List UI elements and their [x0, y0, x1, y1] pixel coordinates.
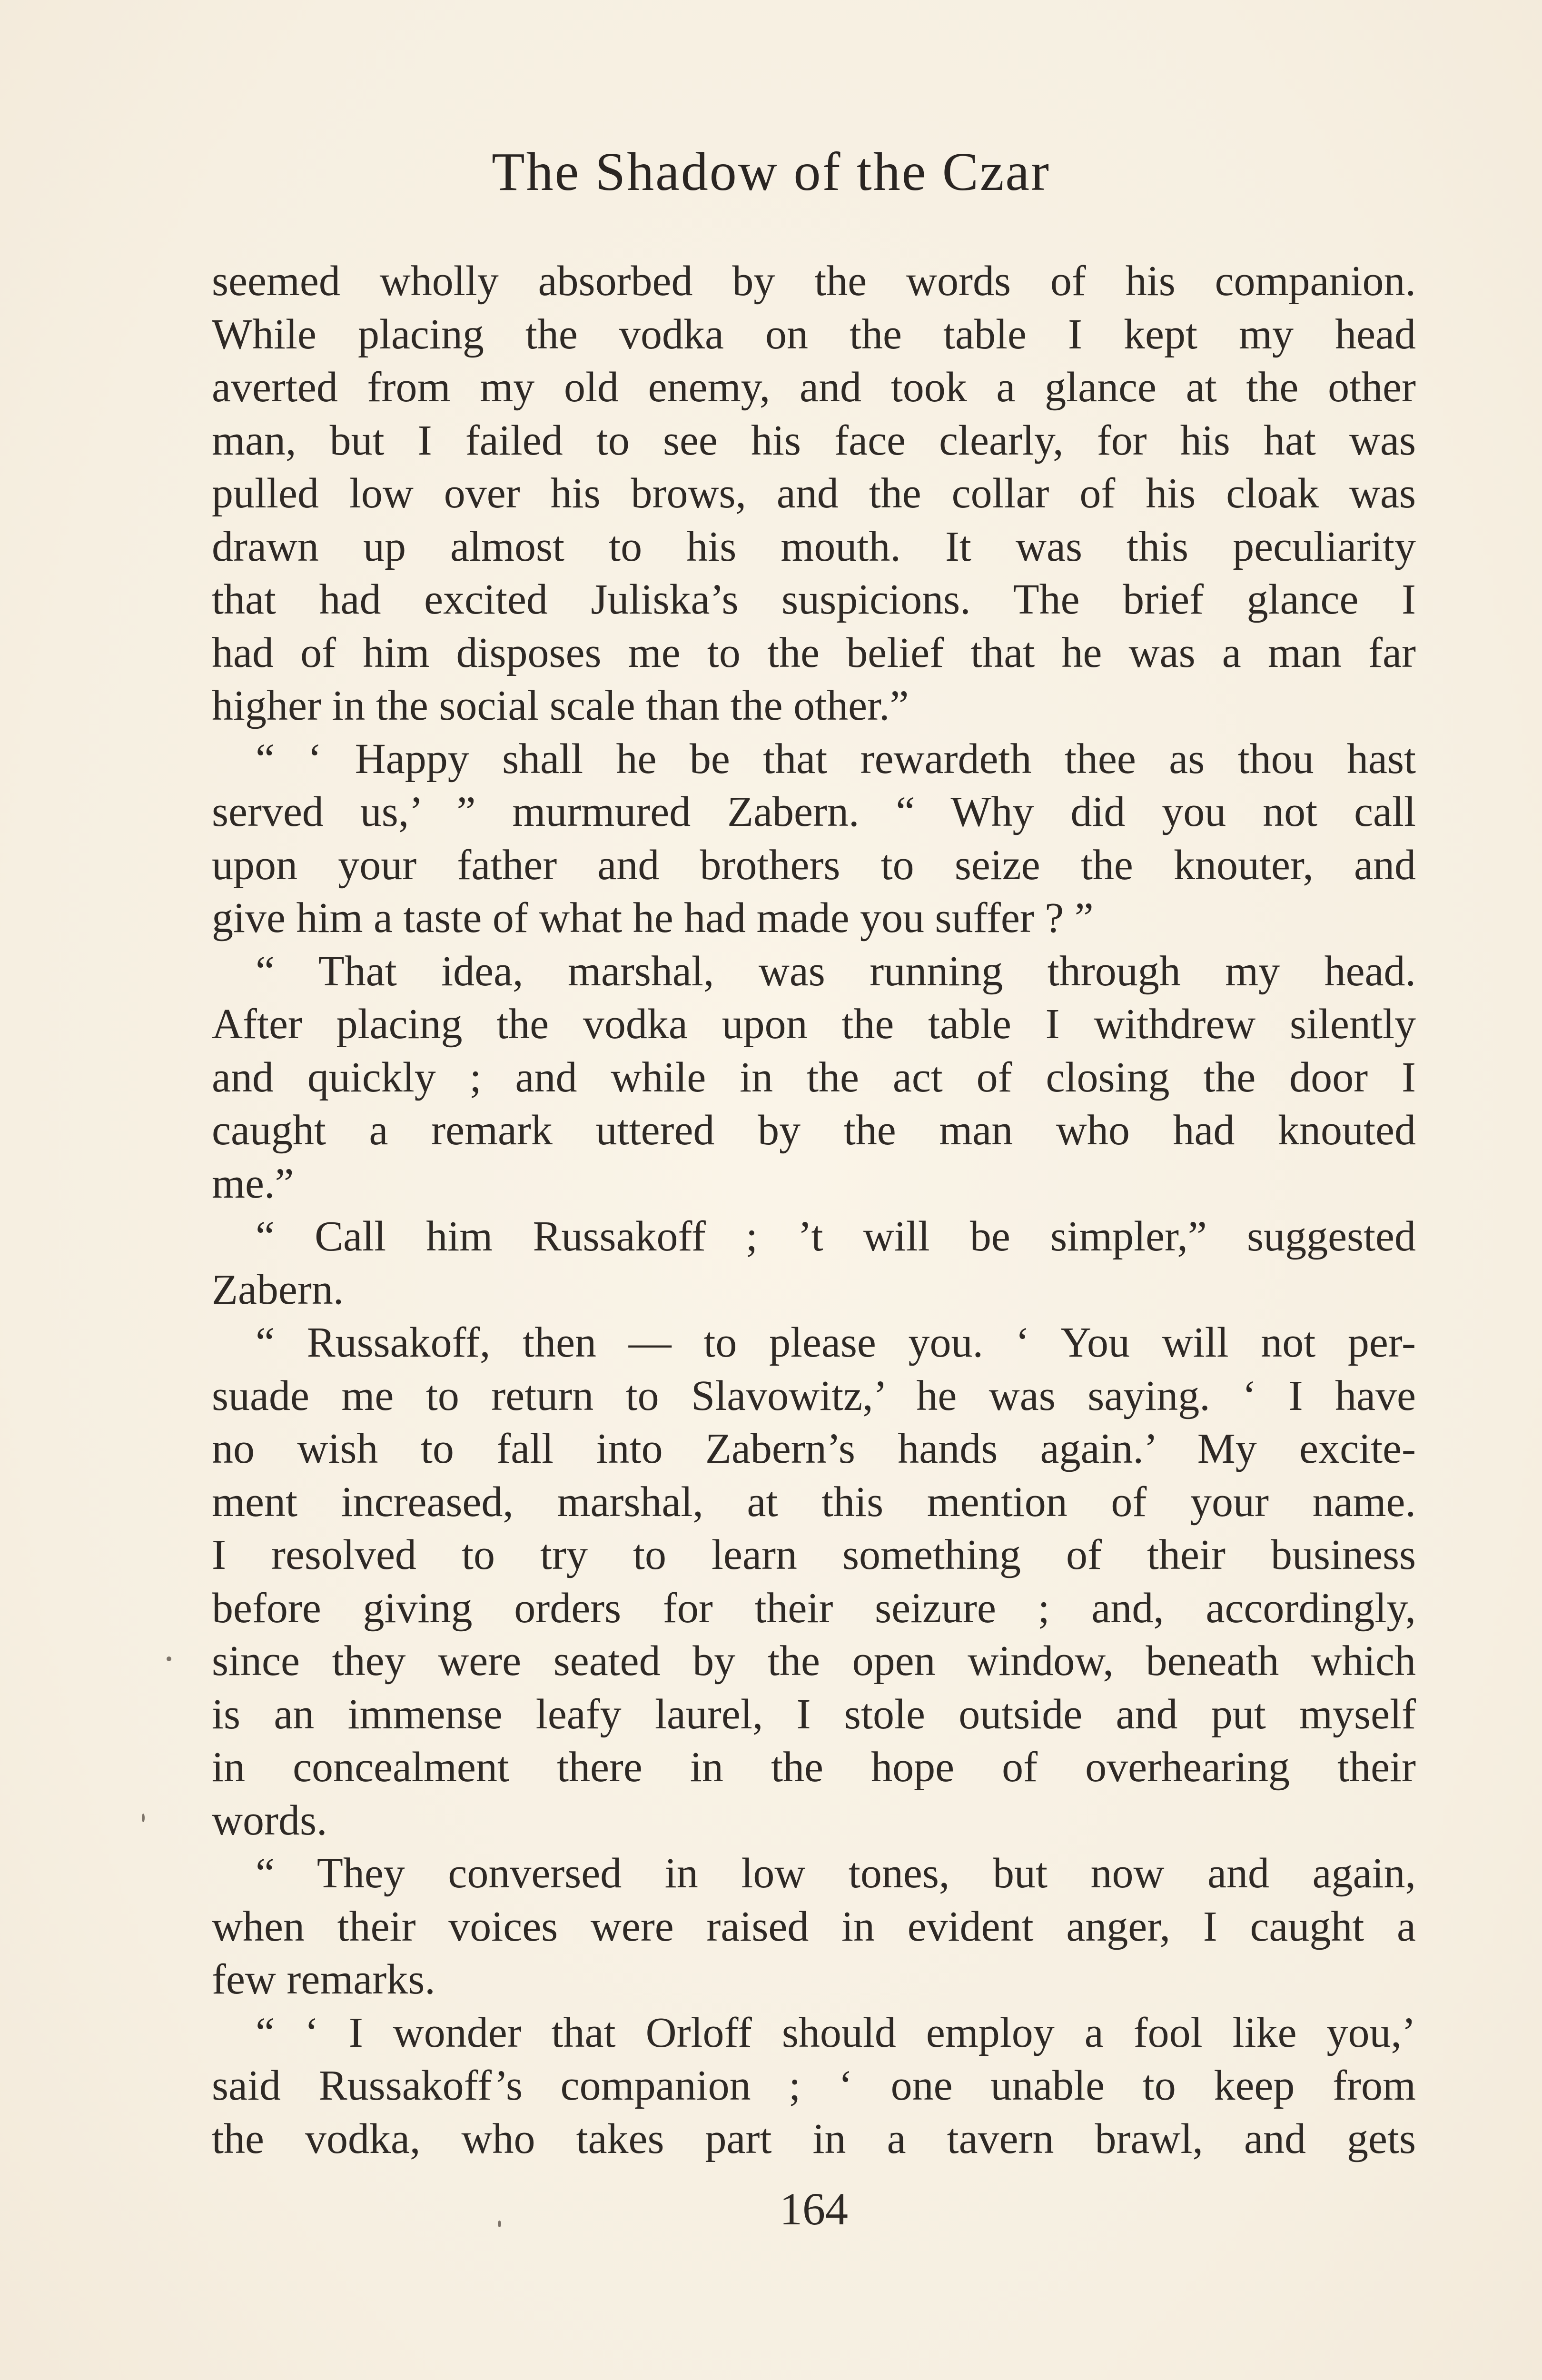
- text-line: words.: [212, 1796, 327, 1844]
- text-line: me.”: [212, 1160, 294, 1207]
- text-line: higher in the social scale than the other.”: [212, 682, 909, 729]
- text-line: “ ‘ I wonder that Orloff should employ a fool like you,’: [256, 2009, 1416, 2056]
- text-line: give him a taste of what he had made you suffer ? ”: [212, 894, 1094, 942]
- text-line: said Russakoff’s companion ; ‘ one unable to keep from: [212, 2062, 1416, 2109]
- text-line: drawn up almost to his mouth. It was this peculiarity: [212, 523, 1416, 570]
- text-line: is an immense leafy laurel, I stole outside and put myself: [212, 1690, 1416, 1738]
- text-line: since they were seated by the open window, beneath which: [212, 1637, 1416, 1685]
- text-line: “ Russakoff, then — to please you. ‘ You will not per-: [256, 1319, 1416, 1366]
- text-line: that had excited Juliska’s suspicions. The brief glance I: [212, 576, 1416, 623]
- text-line: the vodka, who takes part in a tavern brawl, and gets: [212, 2115, 1416, 2162]
- ink-speck: [142, 1814, 145, 1822]
- page-number: 164: [780, 2183, 848, 2234]
- text-line: After placing the vodka upon the table I withdrew silently: [212, 1001, 1416, 1048]
- text-line: pulled low over his brows, and the collar of his cloak was: [212, 470, 1416, 517]
- text-line: seemed wholly absorbed by the words of his companion.: [212, 258, 1416, 305]
- text-line: in concealment there in the hope of overhearing their: [212, 1744, 1416, 1791]
- body-text: [212, 255, 1416, 2165]
- text-line: caught a remark uttered by the man who had knouted: [212, 1107, 1416, 1154]
- text-line: few remarks.: [212, 1956, 435, 2003]
- text-line: had of him disposes me to the belief that he was a man far: [212, 629, 1416, 676]
- text-line: and quickly ; and while in the act of closing the door I: [212, 1053, 1416, 1101]
- text-line: “ They conversed in low tones, but now and again,: [256, 1850, 1416, 1897]
- ink-speck: [498, 2221, 501, 2227]
- text-line: “ ‘ Happy shall he be that rewardeth thee as thou hast: [256, 735, 1416, 783]
- text-line: no wish to fall into Zabern’s hands again.’ My excite-: [212, 1425, 1416, 1472]
- ink-speck: [167, 1656, 171, 1661]
- text-line: upon your father and brothers to seize the knouter, and: [212, 841, 1416, 889]
- text-line: While placing the vodka on the table I kept my head: [212, 310, 1416, 358]
- text-line: man, but I failed to see his face clearly, for his hat was: [212, 416, 1416, 464]
- text-line: “ That idea, marshal, was running through my head.: [256, 947, 1416, 995]
- text-line: “ Call him Russakoff ; ’t will be simpler,” suggested: [256, 1213, 1416, 1260]
- text-line: before giving orders for their seizure ; and, accordingly,: [212, 1584, 1416, 1632]
- text-line: suade me to return to Slavowitz,’ he was saying. ‘ I have: [212, 1372, 1416, 1419]
- text-line: when their voices were raised in evident anger, I caught a: [212, 1903, 1416, 1950]
- text-line: ment increased, marshal, at this mention of your name.: [212, 1478, 1416, 1526]
- text-line: averted from my old enemy, and took a glance at the other: [212, 364, 1416, 411]
- text-line: Zabern.: [212, 1266, 344, 1313]
- text-line: served us,’ ” murmured Zabern. “ Why did you not call: [212, 788, 1416, 835]
- text-line: I resolved to try to learn something of their business: [212, 1531, 1416, 1578]
- running-head: The Shadow of the Czar: [492, 141, 1050, 202]
